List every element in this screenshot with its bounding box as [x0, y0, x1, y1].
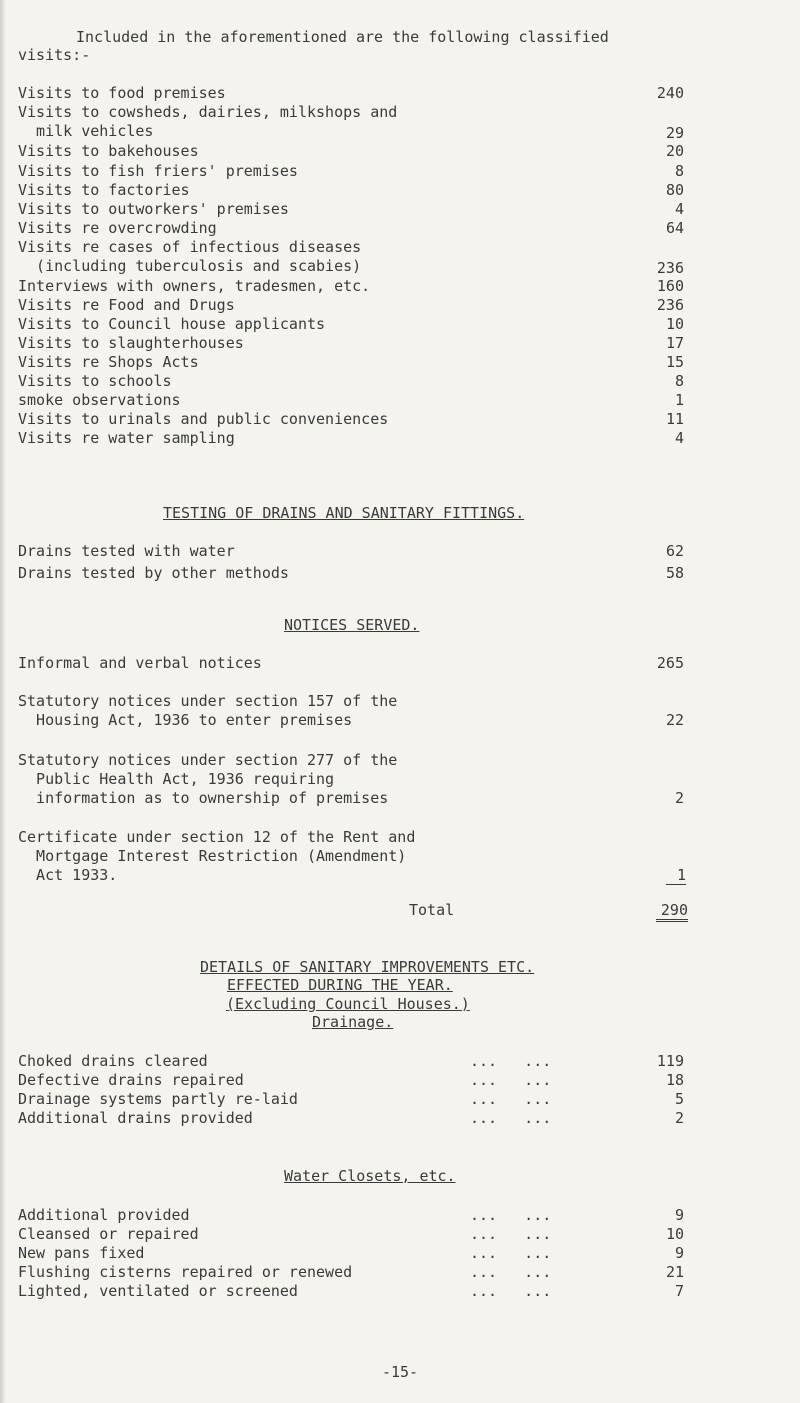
notice-label: Mortgage Interest Restriction (Amendment) [18, 847, 407, 865]
page-number: -15- [381, 1363, 419, 1381]
wc-value: 9 [674, 1244, 684, 1262]
wc-value: 7 [674, 1282, 684, 1300]
testing-value: 62 [665, 542, 684, 560]
visit-label: (including tuberculosis and scabies) [18, 257, 362, 275]
notice-value: 265 [656, 654, 684, 672]
leader-dots: ... ... [470, 1071, 552, 1089]
visit-label: Visits to fish friers' premises [18, 162, 298, 180]
details-heading-3: (Excluding Council Houses.) [226, 995, 470, 1013]
testing-label: Drains tested with water [18, 542, 235, 560]
drainage-value: 2 [674, 1109, 684, 1127]
visit-label: Visits to outworkers' premises [18, 200, 289, 218]
wc-value: 10 [665, 1225, 684, 1243]
notice-label: Public Health Act, 1936 requiring [18, 770, 335, 788]
visit-value: 1 [674, 391, 684, 409]
drainage-label: Additional drains provided [18, 1109, 253, 1127]
visit-label: Visits re Food and Drugs [18, 296, 235, 314]
visit-value: 8 [674, 162, 684, 180]
visit-value: 64 [665, 219, 684, 237]
visit-label: Visits to bakehouses [18, 142, 199, 160]
visit-label: milk vehicles [18, 122, 154, 140]
visit-label: Visits to factories [18, 181, 190, 199]
visit-value: 4 [674, 200, 684, 218]
leader-dots: ... ... [470, 1109, 552, 1127]
wc-heading: Water Closets, etc. [284, 1167, 456, 1185]
notice-value: 2 [674, 789, 684, 807]
total-label: Total [409, 901, 455, 919]
leader-dots: ... ... [470, 1090, 552, 1108]
drainage-value: 119 [656, 1052, 684, 1070]
visit-value: 29 [665, 124, 684, 142]
drainage-value: 5 [674, 1090, 684, 1108]
testing-value: 58 [665, 564, 684, 582]
page-edge-shadow [0, 0, 6, 1403]
visit-value: 10 [665, 315, 684, 333]
visit-value: 11 [665, 410, 684, 428]
visit-label: Visits to schools [18, 372, 172, 390]
visit-label: Visits re overcrowding [18, 219, 217, 237]
notice-label: information as to ownership of premises [18, 789, 389, 807]
details-heading-2: EFFECTED DURING THE YEAR. [227, 976, 453, 994]
section-heading-testing: TESTING OF DRAINS AND SANITARY FITTINGS. [163, 504, 525, 522]
visit-value: 20 [665, 142, 684, 160]
visit-label: smoke observations [18, 391, 181, 409]
visit-label: Visits re Shops Acts [18, 353, 199, 371]
drainage-label: Defective drains repaired [18, 1071, 244, 1089]
visit-label: Visits re water sampling [18, 429, 235, 447]
visit-label: Visits to Council house applicants [18, 315, 326, 333]
visit-value: 240 [656, 84, 684, 102]
leader-dots: ... ... [470, 1052, 552, 1070]
testing-label: Drains tested by other methods [18, 564, 289, 582]
visit-value: 4 [674, 429, 684, 447]
leader-dots: ... ... [470, 1282, 552, 1300]
visit-label: Visits to food premises [18, 84, 226, 102]
wc-label: Lighted, ventilated or screened [18, 1282, 298, 1300]
visit-value: 8 [674, 372, 684, 390]
leader-dots: ... ... [470, 1225, 552, 1243]
visit-value: 15 [665, 353, 684, 371]
leader-dots: ... ... [470, 1206, 552, 1224]
visit-label: Visits re cases of infectious diseases [18, 238, 362, 256]
wc-label: New pans fixed [18, 1244, 145, 1262]
notice-label: Certificate under section 12 of the Rent and [18, 828, 416, 846]
drainage-label: Drainage systems partly re-laid [18, 1090, 298, 1108]
drainage-value: 18 [665, 1071, 684, 1089]
section-heading-notices: NOTICES SERVED. [284, 616, 420, 634]
notice-label: Statutory notices under section 157 of the [18, 692, 398, 710]
wc-value: 9 [674, 1206, 684, 1224]
details-heading-1: DETAILS OF SANITARY IMPROVEMENTS ETC. [200, 958, 535, 976]
total-value: 290 [656, 901, 688, 922]
visit-value: 160 [656, 277, 684, 295]
notice-value: 22 [665, 711, 684, 729]
notice-label: Informal and verbal notices [18, 654, 262, 672]
drainage-label: Choked drains cleared [18, 1052, 208, 1070]
wc-label: Additional provided [18, 1206, 190, 1224]
intro-line-1: Included in the aforementioned are the following classified [76, 28, 609, 46]
wc-label: Flushing cisterns repaired or renewed [18, 1263, 353, 1281]
visit-value: 80 [665, 181, 684, 199]
leader-dots: ... ... [470, 1244, 552, 1262]
visit-value: 236 [656, 259, 684, 277]
visit-value: 17 [665, 334, 684, 352]
leader-dots: ... ... [470, 1263, 552, 1281]
visit-label: Visits to slaughterhouses [18, 334, 244, 352]
visit-value: 236 [656, 296, 684, 314]
drainage-heading: Drainage. [312, 1013, 394, 1031]
visit-label: Interviews with owners, tradesmen, etc. [18, 277, 371, 295]
visit-label: Visits to cowsheds, dairies, milkshops and [18, 103, 398, 121]
notice-value: 1 [666, 866, 686, 885]
wc-label: Cleansed or repaired [18, 1225, 199, 1243]
notice-label: Statutory notices under section 277 of the [18, 751, 398, 769]
visit-label: Visits to urinals and public conveniences [18, 410, 389, 428]
notice-label: Act 1933. [18, 866, 118, 884]
wc-value: 21 [665, 1263, 684, 1281]
notice-label: Housing Act, 1936 to enter premises [18, 711, 353, 729]
intro-line-2: visits:- [18, 46, 91, 64]
